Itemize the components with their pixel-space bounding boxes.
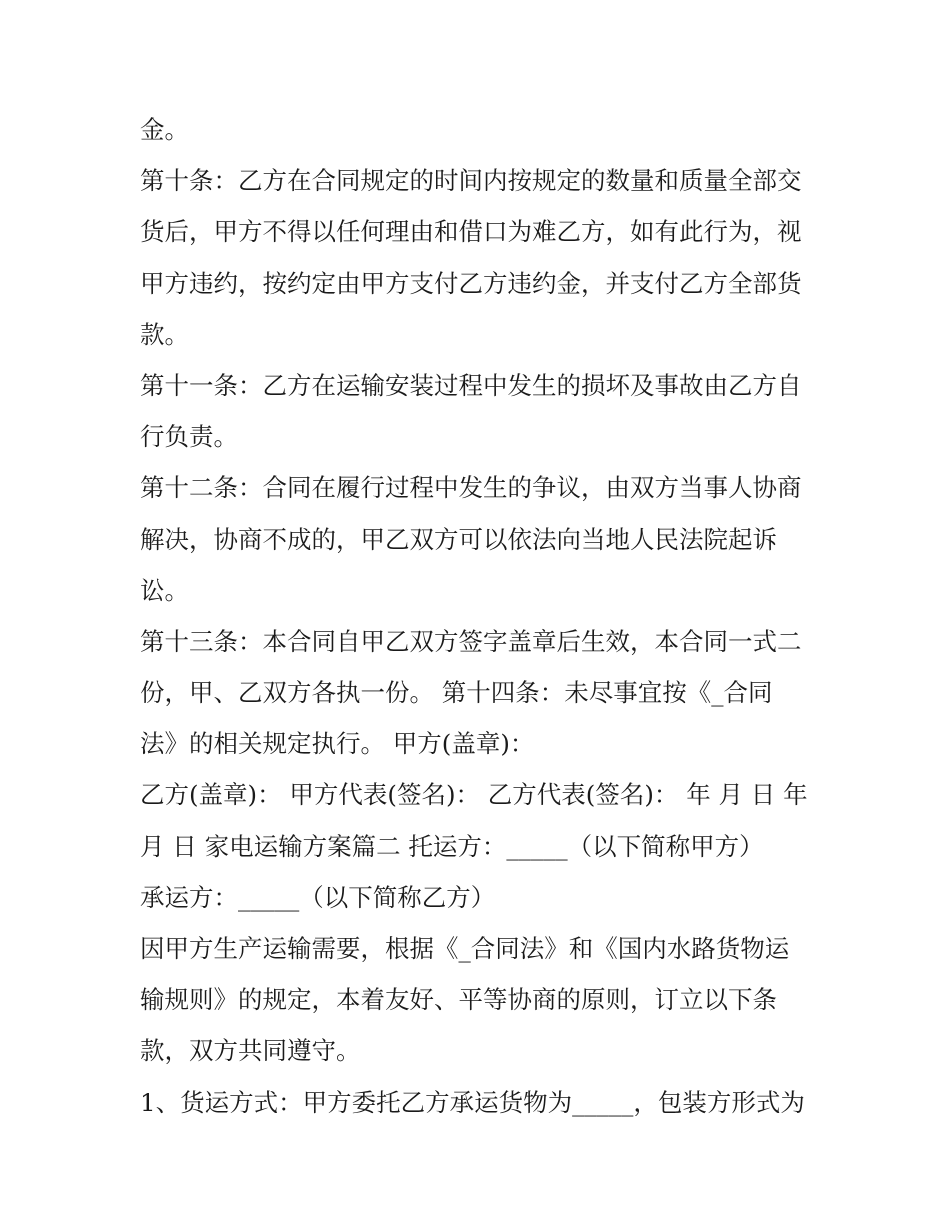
text-line: 第十二条：合同在履行过程中发生的争议，由双方当事人协商 <box>140 473 802 503</box>
text-line: 1、货运方式：甲方委托乙方承运货物为_____，包装方形式为 <box>140 1087 805 1117</box>
text-line: 输规则》的规定，本着友好、平等协商的原则，订立以下条 <box>140 985 777 1015</box>
text-line: 款，双方共同遵守。 <box>140 1036 361 1066</box>
text-line: 金。 <box>140 115 189 144</box>
text-line: 行负责。 <box>140 422 238 452</box>
text-line: 讼。 <box>140 575 189 605</box>
text-line: 款。 <box>140 319 189 349</box>
text-line: 承运方：_____（以下简称乙方） <box>140 882 496 912</box>
contract-text-body <box>140 104 812 1128</box>
text-line: 甲方违约，按约定由甲方支付乙方违约金，并支付乙方全部货 <box>140 268 802 298</box>
text-line: 第十一条：乙方在运输安装过程中发生的损坏及事故由乙方自 <box>140 370 802 400</box>
text-line: 货后，甲方不得以任何理由和借口为难乙方，如有此行为，视 <box>140 217 802 247</box>
text-line: 乙方(盖章)： 甲方代表(签名)： 乙方代表(签名)： 年 月 日 年 <box>140 780 808 810</box>
text-line: 份，甲、乙双方各执一份。 第十四条：未尽事宜按《_合同 <box>140 678 773 708</box>
text-line: 月 日 家电运输方案篇二 托运方：_____（以下简称甲方） <box>140 831 764 861</box>
text-line: 解决，协商不成的，甲乙双方可以依法向当地人民法院起诉 <box>140 524 777 554</box>
text-line: 法》的相关规定执行。 甲方(盖章)： <box>140 729 535 759</box>
text-line: 因甲方生产运输需要，根据《_合同法》和《国内水路货物运 <box>140 934 790 963</box>
text-line: 第十条：乙方在合同规定的时间内按规定的数量和质量全部交 <box>140 166 802 196</box>
text-line: 第十三条：本合同自甲乙双方签字盖章后生效，本合同一式二 <box>140 626 802 656</box>
